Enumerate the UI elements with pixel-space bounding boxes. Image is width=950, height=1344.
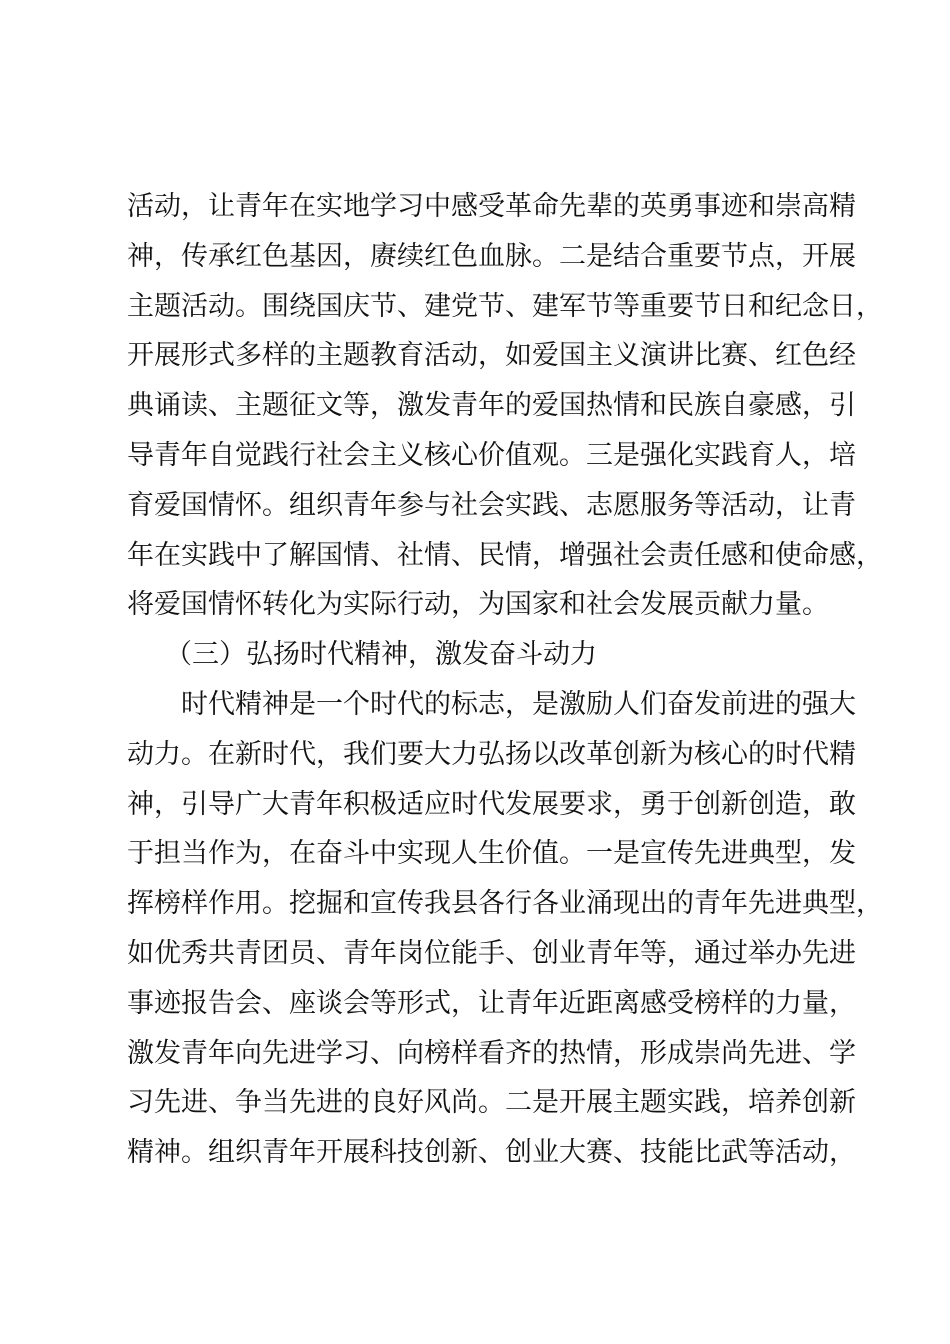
text-line: 活动，让青年在实地学习中感受革命先辈的英勇事迹和崇高精	[127, 191, 856, 222]
text-line: 事迹报告会、座谈会等形式，让青年近距离感受榜样的力量，	[127, 987, 856, 1019]
text-line: 年在实践中了解国情、社情、民情，增强社会责任感和使命感，	[127, 539, 883, 571]
text-line: 导青年自觉践行社会主义核心价值观。三是强化实践育人，培	[127, 439, 856, 471]
section-heading: （三）弘扬时代精神，激发奋斗动力	[165, 639, 597, 671]
text-line: 育爱国情怀。组织青年参与社会实践、志愿服务等活动，让青	[127, 489, 856, 521]
body-text	[127, 182, 883, 1178]
text-line: 将爱国情怀转化为实际行动，为国家和社会发展贡献力量。	[127, 589, 829, 621]
text-line: 精神。组织青年开展科技创新、创业大赛、技能比武等活动，	[127, 1137, 856, 1169]
text-line: 挥榜样作用。挖掘和宣传我县各行各业涌现出的青年先进典型，	[127, 888, 883, 920]
text-line: 激发青年向先进学习、向榜样看齐的热情，形成崇尚先进、学	[127, 1037, 856, 1069]
text-line: 神，引导广大青年积极适应时代发展要求，勇于创新创造，敢	[127, 788, 856, 820]
text-line: 典诵读、主题征文等，激发青年的爱国热情和民族自豪感，引	[127, 390, 856, 422]
text-line: 如优秀共青团员、青年岗位能手、创业青年等，通过举办先进	[127, 937, 856, 969]
text-line: 动力。在新时代，我们要大力弘扬以改革创新为核心的时代精	[127, 738, 856, 770]
text-line: 于担当作为，在奋斗中实现人生价值。一是宣传先进典型，发	[127, 838, 856, 870]
paragraph-first-line: 时代精神是一个时代的标志，是激励人们奋发前进的强大	[181, 688, 856, 720]
text-line: 主题活动。围绕国庆节、建党节、建军节等重要节日和纪念日，	[127, 290, 883, 322]
text-line: 习先进、争当先进的良好风尚。二是开展主题实践，培养创新	[127, 1087, 856, 1119]
text-line: 开展形式多样的主题教育活动，如爱国主义演讲比赛、红色经	[127, 340, 856, 372]
text-line: 神，传承红色基因，赓续红色血脉。二是结合重要节点，开展	[127, 240, 856, 272]
